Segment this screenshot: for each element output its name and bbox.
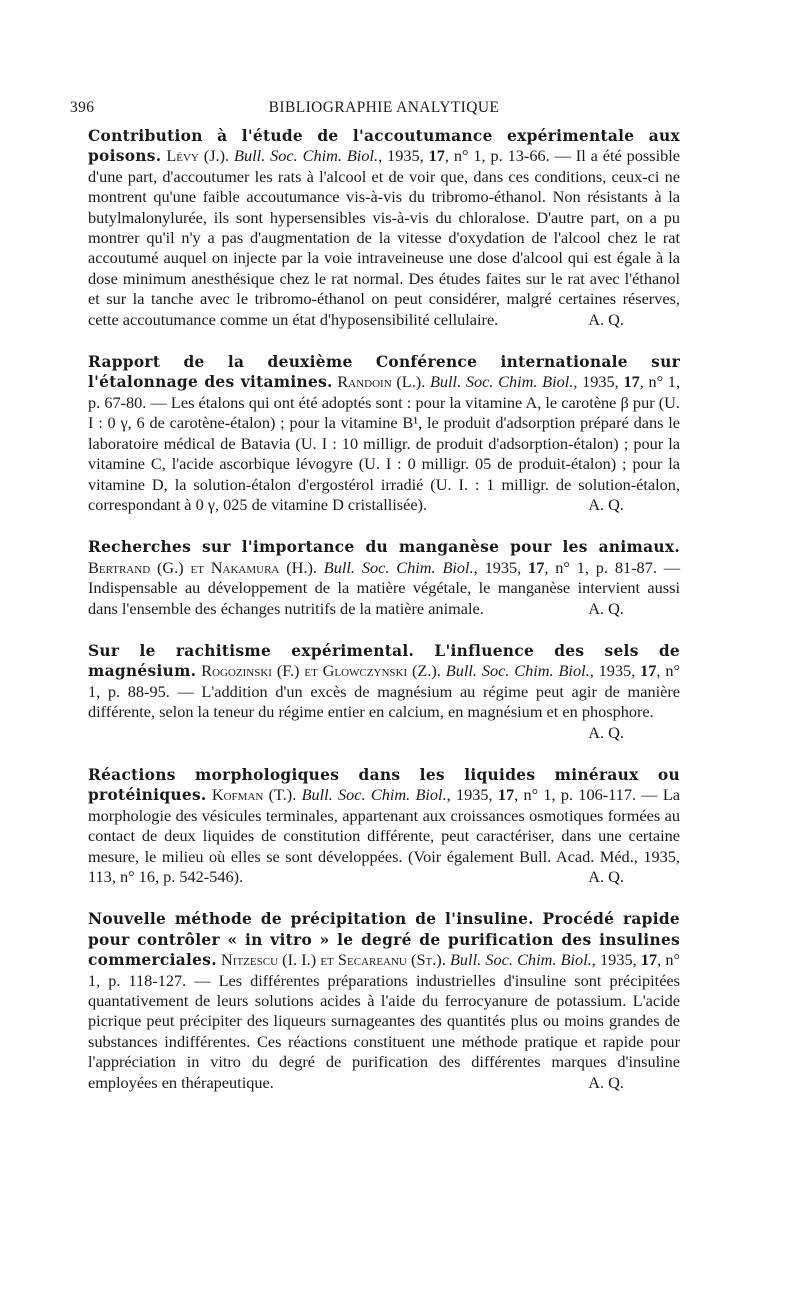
entry-issue: , n° 1, p. 67-80. [88, 372, 681, 412]
entry-issue: , n° 1, p. 118-127. [88, 950, 681, 990]
entry-volume: 17 [428, 146, 445, 166]
bibliography-entry [88, 537, 680, 619]
entry-body: — Il a été possible d'une part, d'accoutumer les rats à l'alcool et de voir que, dans ces conditions, ceux-ci ne montrent qu'une faible accoutumance vis-à-vis du tribromo-éthanol. Non résistants à la butylmalonylurée, ils sont hypersensibles vis-à-vis du chloralose. D'autre part, on a pu montrer qu'il n'y a pas d'augmentation de la vitesse d'oxydation de l'alcool chez le rat accoutumé auquel on injecte par la voie intraveineuse une dose d'alcool qui est égale à la dose minimum anesthésique chez le rat normal. Des études faites sur le rat avec l'éthanol et sur la tanche avec le tribromo-éthanol on peut considérer, malgré certaines réserves, cette accoutumance comme un état d'hyposensibilité cellulaire. [88, 146, 680, 329]
entry-issue: , n° 1, p. 13-66. [444, 146, 550, 166]
entry-issue: , n° 1, p. 88-95. [88, 661, 680, 701]
entry-volume: 17 [640, 661, 657, 681]
bibliography-entry [88, 765, 680, 887]
entry-journal: Bull. Soc. Chim. Biol. [449, 950, 592, 970]
entry-signature: A. Q. [588, 309, 624, 329]
entry-volume: 17 [497, 785, 515, 805]
entry-year: 1935, [598, 661, 636, 681]
entry-title: Réactions morphologiques dans les liquides minéraux ou protéiniques. [88, 765, 680, 805]
entry-year: 1935, [582, 372, 619, 392]
bibliography-entry [88, 909, 680, 1093]
entry-signature: A. Q. [588, 867, 624, 886]
entry-body: — La morphologie des vésicules terminales, appartenant aux croissances osmotiques formées au contact de deux liquides de constitution différente, peut caractériser, dans une certaine mesure, le milieu où elles se sont développées. (Voir également Bull. Acad. Méd., 1935, 113, n° 16, p. 542-546). [88, 785, 680, 886]
entry-body: — L'addition d'un excès de magnésium au régime peut agir de manière différente, selon la teneur du régime entier en calcium, en magnésium et en phosphore. [88, 681, 680, 722]
entry-journal: Bull. Soc. Chim. Biol. [301, 785, 447, 805]
bibliography-entry [88, 126, 680, 330]
entry-issue: , n° 1, p. 106-117. [514, 785, 637, 805]
entry-title: Sur le rachitisme expérimental. L'influence des sels de magnésium. [88, 641, 680, 681]
entry-authors: Randoin (L.). [337, 372, 426, 392]
entry-text: Nouvelle méthode de précipitation de l'insuline. Procédé rapide pour contrôler « in vitro » le degré de purification des insulines commerciales. Nitzescu (I. I.) et Secareanu (St.). Bull. Soc. Chim. Biol., 1935, 17, n° 1, p. 118-127. — Les différentes préparations industrielles d'insuline sont précipitées quantativement de leurs solutions acides à l'aide du ferrocyanure de potassium. L'acide picrique peut précipiter des liqueurs surnageantes des quantités plus ou moins grandes de substances indifférentes. Ces réactions constituent une méthode pratique et rapide pour l'appréciation in vitro du degré de purification des différentes marques d'insuline employées en thérapeutique. A. Q. [88, 910, 681, 1092]
entry-text: Réactions morphologiques dans les liquides minéraux ou protéiniques. Kofman (T.). Bull. Soc. Chim. Biol., 1935, 17, n° 1, p. 106-117. — La morphologie des vésicules terminales, appartenant aux croissances osmotiques formées au contact de deux liquides de constitution différente, peut caractériser, dans une certaine mesure, le milieu où elles se sont développées. (Voir également Bull. Acad. Méd., 1935, 113, n° 16, p. 542-546). A. Q. [88, 765, 680, 886]
entry-journal: Bull. Soc. Chim. Biol. [429, 372, 574, 392]
entry-text: Rapport de la deuxième Conférence internationale sur l'étalonnage des vitamines. Randoin (L.). Bull. Soc. Chim. Biol., 1935, 17, n° 1, p. 67-80. — Les étalons qui ont été adoptés sont : pour la vitamine A, le carotène β pur (U. I : 0 γ, 6 de carotène-étalon) ; pour la vitamine B¹, le produit d'adsorption préparé dans le laboratoire médical de Batavia (U. I : 10 milligr. de produit d'adsorption-étalon) ; pour la vitamine C, l'acide ascorbique lévogyre (U. I : 0 milligr. 05 de produit-étalon) ; pour la vitamine D, la solution-étalon d'ergostérol irradié (U. I. : 1 milligr. de solution-étalon, correspondant à 0 γ, 025 de vitamine D cristallisée). A. Q. [88, 353, 681, 514]
entry-authors: Rogozinski (F.) et Glowczynski (Z.). [201, 661, 441, 681]
entry-authors: Nitzescu (I. I.) et Secareanu (St.). [221, 950, 446, 970]
entry-issue: , n° 1, p. 81-87. [544, 557, 657, 577]
document-page [70, 98, 681, 1115]
entry-year: 1935, [600, 950, 637, 970]
page-number: 396 [70, 99, 95, 116]
entry-body: — Les étalons qui ont été adoptés sont : pour la vitamine A, le carotène β pur (U. I : 0 γ, 6 de carotène-étalon) ; pour la vitamine B¹, le produit d'adsorption préparé dans le laboratoire médical de Batavia (U. I : 10 milligr. de produit d'adsorption-étalon) ; pour la vitamine C, l'acide ascorbique lévogyre (U. I : 0 milligr. 05 de produit-étalon) ; pour la vitamine D, la solution-étalon d'ergostérol irradié (U. I. : 1 milligr. de solution-étalon, correspondant à 0 γ, 025 de vitamine D cristallisée). [88, 392, 680, 514]
entry-signature: A. Q. [588, 1072, 624, 1092]
entry-journal: Bull. Soc. Chim. Biol. [445, 661, 590, 681]
page-header [70, 98, 680, 118]
entry-body: — Indispensable au développement de la matière végétale, le manganèse intervient aussi dans l'ensemble des échanges nutritifs de la matière animale. [88, 557, 681, 618]
entry-volume: 17 [528, 557, 545, 577]
entry-title: Rapport de la deuxième Conférence internationale sur l'étalonnage des vitamines. [88, 353, 680, 392]
entry-volume: 17 [623, 372, 640, 392]
running-title: BIBLIOGRAPHIE ANALYTIQUE [268, 99, 500, 116]
entry-year: 1935, [455, 785, 493, 805]
entry-text: Recherches sur l'importance du manganèse pour les animaux. Bertrand (G.) et Nakamura (H.). Bull. Soc. Chim. Biol., 1935, 17, n° 1, p. 81-87. — Indispensable au développement de la matière végétale, le manganèse intervient aussi dans l'ensemble des échanges nutritifs de la matière animale. A. Q. [88, 538, 681, 618]
entry-title: Recherches sur l'importance du manganèse pour les animaux. [88, 538, 680, 557]
bibliography-entry [88, 641, 680, 743]
bibliography-entry [88, 352, 680, 515]
entry-year: 1935, [484, 557, 522, 577]
entry-volume: 17 [640, 950, 658, 970]
entry-text: Sur le rachitisme expérimental. L'influence des sels de magnésium. Rogozinski (F.) et Glowczynski (Z.). Bull. Soc. Chim. Biol., 1935, 17, n° 1, p. 88-95. — L'addition d'un excès de magnésium au régime peut agir de manière différente, selon la teneur du régime entier en calcium, en magnésium et en phosphore. A. Q. [88, 641, 680, 742]
entry-authors: Kofman (T.). [211, 785, 297, 805]
entry-journal: Bull. Soc. Chim. Biol. [323, 557, 474, 577]
entry-signature: A. Q. [588, 494, 624, 514]
entry-body: — Les différentes préparations industrielles d'insuline sont précipitées quantativement de leurs solutions acides à l'aide du ferrocyanure de potassium. L'acide picrique peut précipiter des liqueurs surnageantes des quantités plus ou moins grandes de substances indifférentes. Ces réactions constituent une méthode pratique et rapide pour l'appréciation in vitro du degré de purification des différentes marques d'insuline employées en thérapeutique. [88, 970, 680, 1092]
entry-authors: Lévy (J.). [166, 146, 230, 166]
entry-title: Contribution à l'étude de l'accoutumance expérimentale aux poisons. [88, 127, 680, 166]
entry-authors: Bertrand (G.) et Nakamura (H.). [88, 557, 317, 577]
entry-title: Nouvelle méthode de précipitation de l'insuline. Procédé rapide pour contrôler « in vitro » le degré de purification des insulines commerciales. [88, 910, 680, 970]
entry-journal: Bull. Soc. Chim. Biol. [234, 146, 379, 166]
entry-signature: A. Q. [588, 722, 624, 742]
entry-year: 1935, [387, 146, 424, 166]
entry-signature: A. Q. [588, 598, 624, 618]
entry-text: Contribution à l'étude de l'accoutumance expérimentale aux poisons. Lévy (J.). Bull. Soc. Chim. Biol., 1935, 17, n° 1, p. 13-66. — Il a été possible d'une part, d'accoutumer les rats à l'alcool et de voir que, dans ces conditions, ceux-ci ne montrent qu'une faible accoutumance vis-à-vis du tribromo-éthanol. Non résistants à la butylmalonylurée, ils sont hypersensibles vis-à-vis du chloralose. D'autre part, on a pu montrer qu'il n'y a pas d'augmentation de la vitesse d'oxydation de l'alcool chez le rat accoutumé auquel on injecte par la voie intraveineuse une dose d'alcool qui est égale à la dose minimum anesthésique chez le rat normal. Des études faites sur le rat avec l'éthanol et sur la tanche avec le tribromo-éthanol on peut considérer, malgré certaines réserves, cette accoutumance comme un état d'hyposensibilité cellulaire. A. Q. [88, 127, 680, 329]
